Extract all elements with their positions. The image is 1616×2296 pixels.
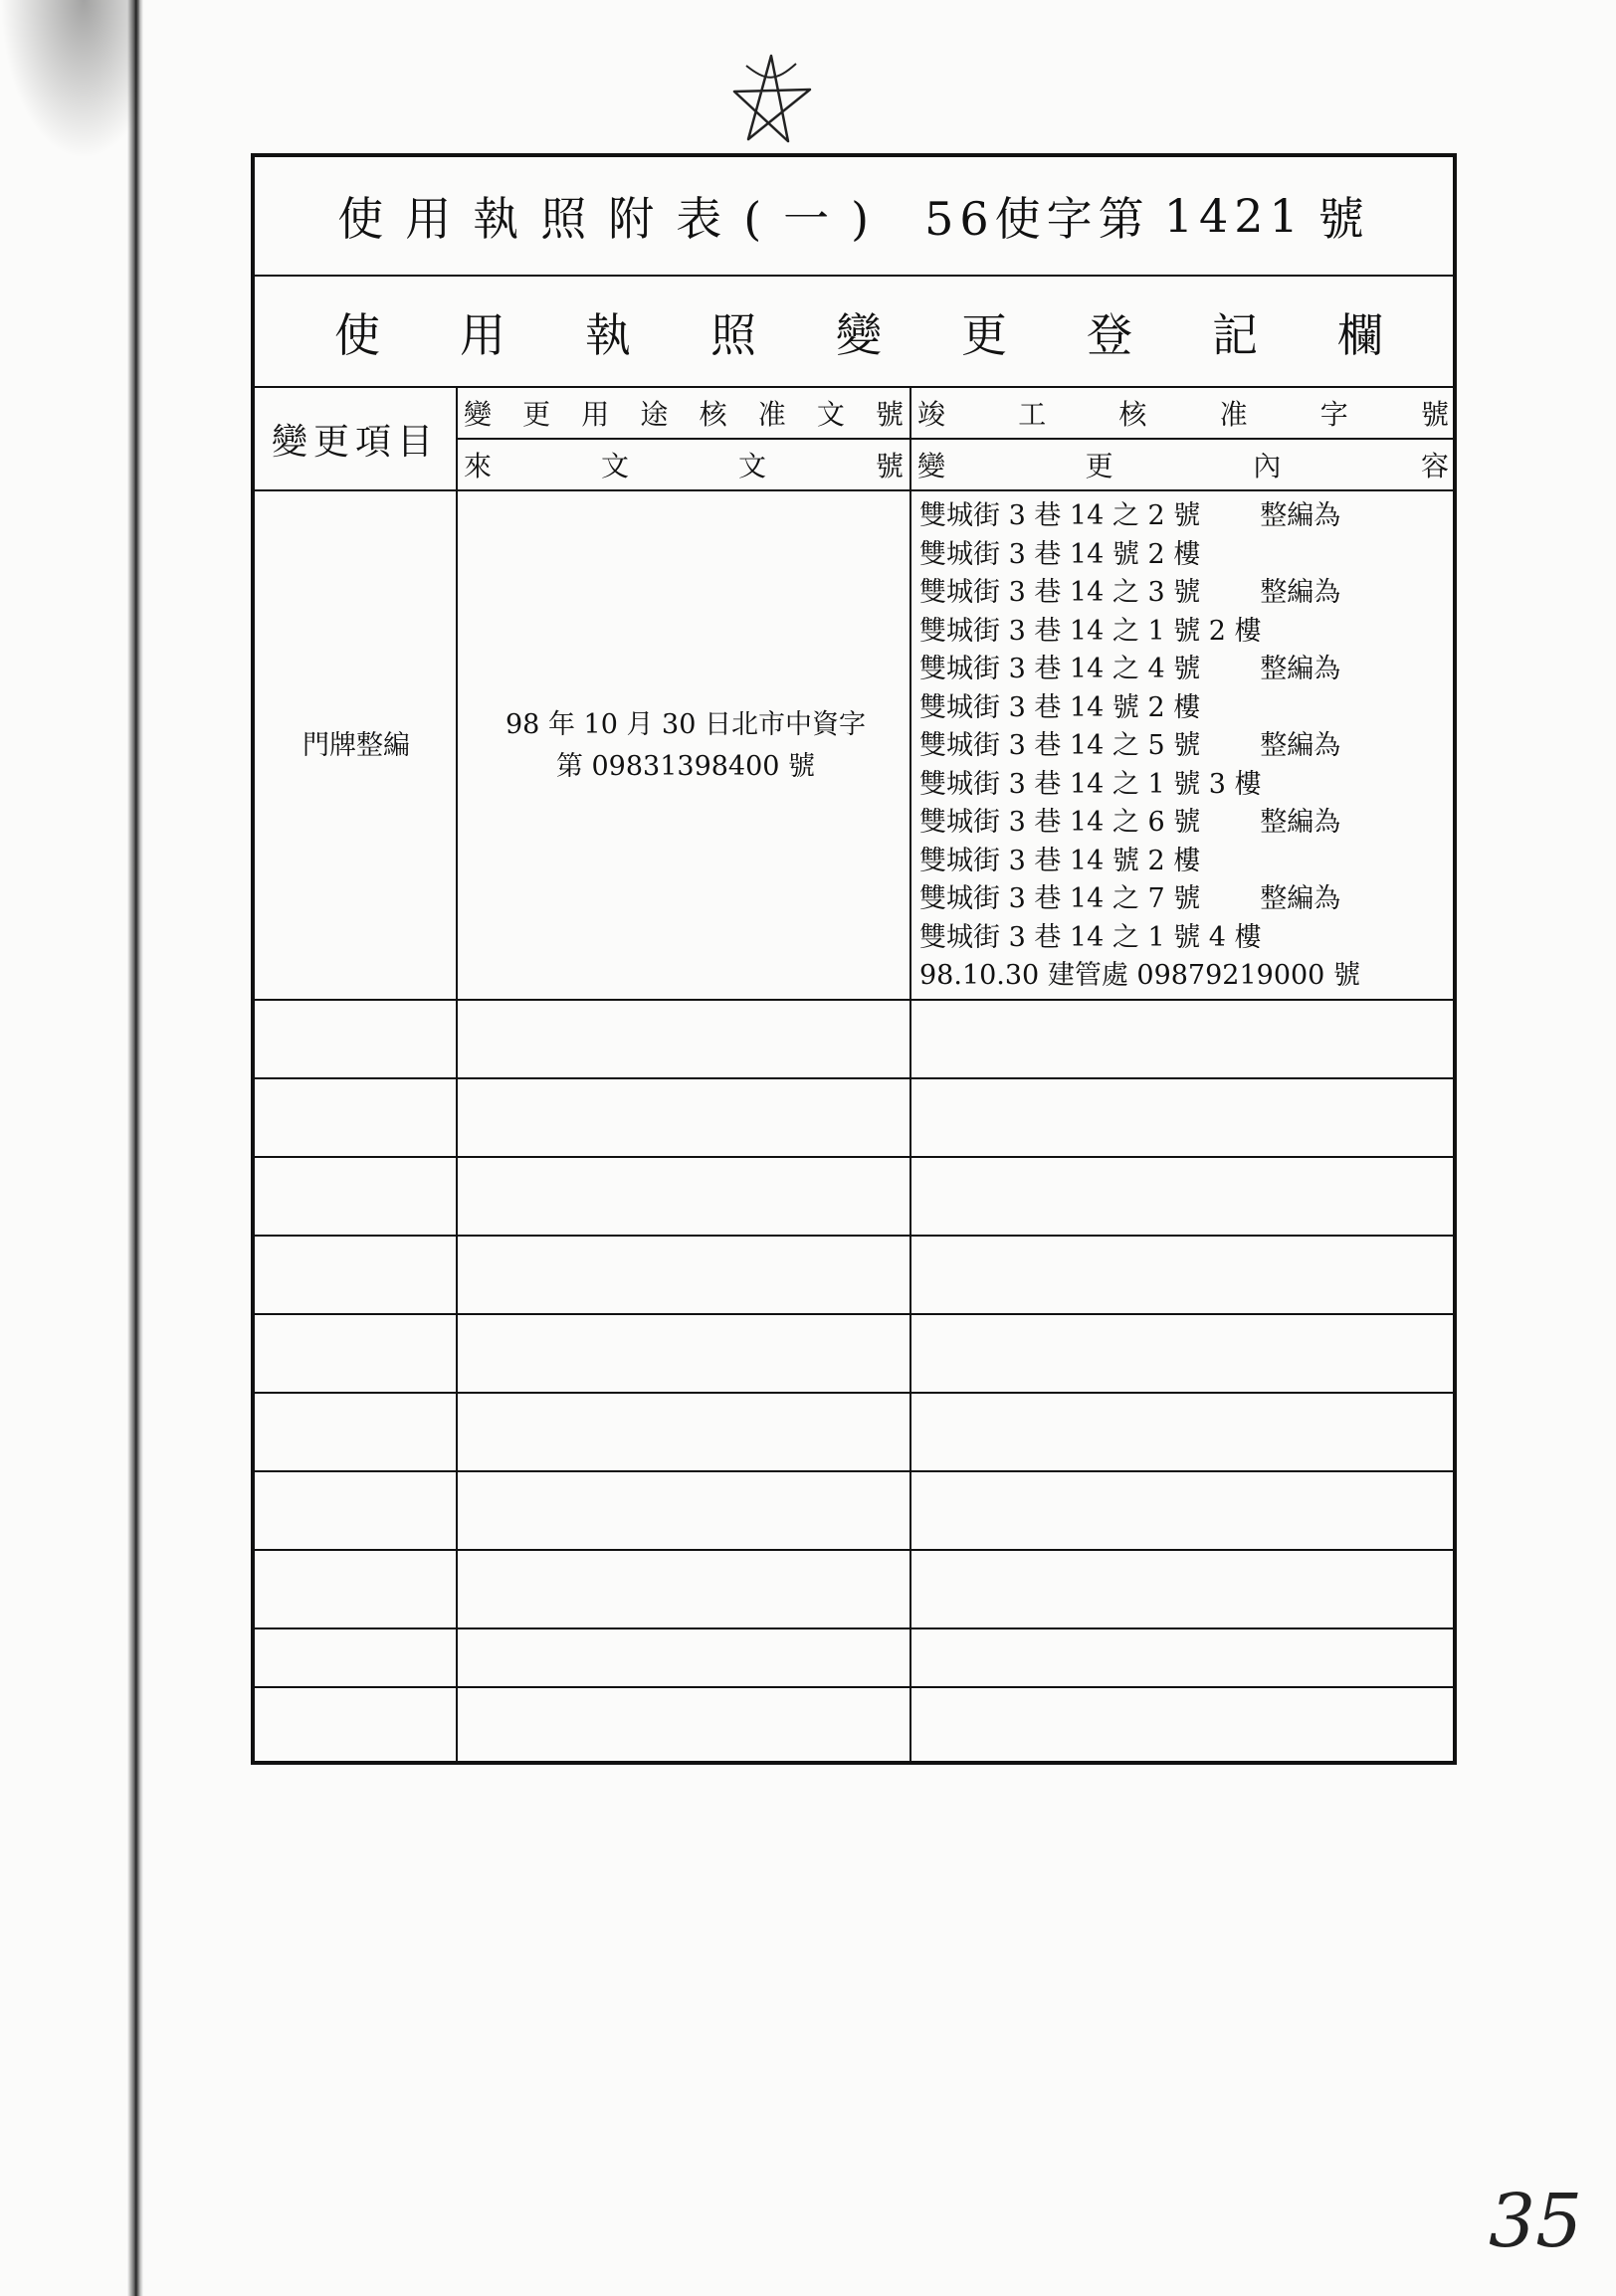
empty-row-divider <box>255 1549 1453 1551</box>
entry-doc-line: 第 09831398400 號 <box>555 751 816 782</box>
content-line: 雙城街 3 巷 14 之 7 號 整編為 <box>919 883 1341 914</box>
scan-shadow <box>0 0 139 159</box>
form-name: 使用執照附表(一) <box>337 192 892 246</box>
scan-binding-edge <box>127 0 143 2296</box>
license-prefix: 56使字第 <box>924 192 1150 246</box>
header-use-approval-doc: 變 更 用 途 核 准 文 號 <box>464 398 904 431</box>
empty-row-divider <box>255 1470 1453 1472</box>
page-number-text: 35 <box>1489 2179 1583 2264</box>
entry-doc-line: 98 年 10 月 30 日北市中資字 <box>505 709 866 740</box>
section-title-char: 登 <box>1087 308 1132 362</box>
empty-row-divider <box>255 1627 1453 1629</box>
content-line: 雙城街 3 巷 14 之 4 號 整編為 <box>919 654 1341 684</box>
content-line: 雙城街 3 巷 14 之 1 號 2 樓 <box>919 615 1262 647</box>
empty-row-divider <box>255 1235 1453 1237</box>
page-title <box>255 157 1453 275</box>
header-incoming-doc: 來 文 文 號 <box>464 450 904 482</box>
content-line: 雙城街 3 巷 14 號 2 樓 <box>919 538 1201 570</box>
license-suffix: 號 <box>1317 192 1370 246</box>
empty-row-divider <box>255 1156 1453 1158</box>
empty-row-divider <box>255 1313 1453 1315</box>
change-registration-table <box>251 153 1457 1765</box>
empty-row-divider <box>255 1686 1453 1688</box>
content-line: 雙城街 3 巷 14 之 5 號 整編為 <box>919 730 1341 761</box>
section-title-char: 變 <box>836 308 882 362</box>
content-line: 雙城街 3 巷 14 號 2 樓 <box>919 845 1201 876</box>
section-title-char: 欄 <box>1337 308 1383 362</box>
section-title-char: 用 <box>460 308 505 362</box>
entry-change-item: 門牌整編 <box>303 730 410 761</box>
entry-incoming-doc <box>460 491 911 1001</box>
empty-row-divider <box>255 1077 1453 1079</box>
content-line: 雙城街 3 巷 14 之 1 號 3 樓 <box>919 768 1262 800</box>
content-line: 98.10.30 建管處 09879219000 號 <box>919 960 1360 991</box>
entry-change-content <box>913 491 1455 1001</box>
section-title-char: 照 <box>710 308 756 362</box>
empty-row-divider <box>255 1392 1453 1394</box>
content-line: 雙城街 3 巷 14 號 2 樓 <box>919 691 1201 723</box>
section-title <box>255 279 1453 386</box>
section-title-char: 記 <box>1212 308 1258 362</box>
content-line: 雙城街 3 巷 14 之 2 號 整編為 <box>919 500 1341 531</box>
header-completion-approval: 竣 工 核 准 字 號 <box>917 398 1449 431</box>
section-title-char: 更 <box>961 308 1007 362</box>
license-number: 1421 <box>1163 189 1305 243</box>
content-line: 雙城街 3 巷 14 之 6 號 整編為 <box>919 807 1341 838</box>
header-change-content: 變 更 內 容 <box>917 450 1449 482</box>
handwritten-star-mark <box>726 52 816 151</box>
handwritten-page-number <box>1483 2169 1592 2268</box>
content-line: 雙城街 3 巷 14 之 3 號 整編為 <box>919 577 1341 608</box>
section-title-char: 使 <box>334 308 380 362</box>
header-change-item: 變更項目 <box>271 421 439 463</box>
content-line: 雙城街 3 巷 14 之 1 號 4 樓 <box>919 921 1262 953</box>
section-title-char: 執 <box>585 308 631 362</box>
